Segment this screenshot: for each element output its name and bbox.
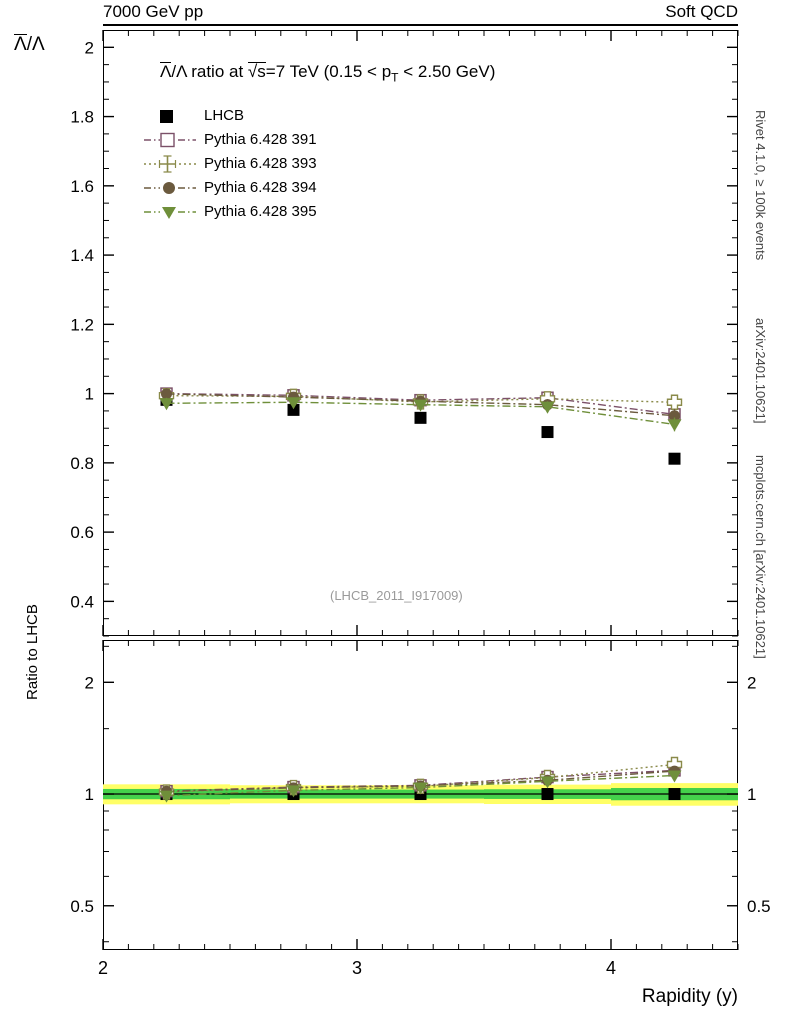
y-tick-label-ratio: 0.5 <box>70 896 94 916</box>
y-tick-label-main: 1.2 <box>70 315 94 335</box>
header-right: Soft QCD <box>665 2 738 21</box>
ratio-point-0-4 <box>669 788 681 800</box>
data-point-4-4 <box>668 419 682 431</box>
y-tick-label-main: 1 <box>84 384 94 404</box>
side-label-mcplots: mcplots.cern.ch [arXiv:2401.10621] <box>753 455 768 659</box>
legend-label: Pythia 6.428 395 <box>204 203 317 220</box>
legend-label: Pythia 6.428 393 <box>204 155 317 172</box>
legend-label: LHCB <box>204 107 245 124</box>
plot-title: Λ/Λ ratio at √s=7 TeV ($0.15 < p_T < 2.50$ GeV) <box>160 62 496 85</box>
y-tick-label-main: 0.6 <box>70 523 94 543</box>
y-tick-label-main: 1.4 <box>70 246 94 266</box>
side-label-arxiv: arXiv:2401.10621] <box>753 318 768 424</box>
y-tick-label-main: 1.6 <box>70 176 94 196</box>
x-tick-label: 4 <box>605 958 617 978</box>
side-label-rivet: Rivet 4.1.0, ≥ 100k events <box>753 110 768 261</box>
y-tick-label-main: 0.8 <box>70 453 94 473</box>
x-tick-label: 3 <box>351 958 363 978</box>
y-tick-label-ratio: 1 <box>84 785 94 805</box>
y-tick-label-ratio: 2 <box>84 673 94 693</box>
legend-label: Pythia 6.428 394 <box>204 179 317 196</box>
header-left: 7000 GeV pp <box>103 2 204 21</box>
y-axis-title-ratio: Ratio to LHCB <box>24 604 41 700</box>
dataset-watermark: (LHCB_2011_I917009) <box>330 588 463 603</box>
data-point-0-2 <box>415 412 427 424</box>
legend-label: Pythia 6.428 391 <box>204 131 317 148</box>
y-tick-label-ratio-right: 2 <box>747 673 757 693</box>
x-tick-label: 2 <box>97 958 109 978</box>
data-point-2-4 <box>668 395 682 409</box>
data-point-0-4 <box>669 453 681 465</box>
data-point-0-3 <box>542 426 554 438</box>
y-tick-label-main: 1.8 <box>70 107 94 127</box>
y-axis-title-main: Λ/Λ <box>14 34 45 55</box>
x-axis-title: Rapidity (y) <box>641 986 738 1007</box>
ratio-point-0-3 <box>542 788 554 800</box>
y-tick-label-main: 0.4 <box>70 592 94 612</box>
y-tick-label-ratio-right: 0.5 <box>747 896 771 916</box>
y-tick-label-ratio-right: 1 <box>747 785 757 805</box>
y-tick-label-main: 2 <box>84 38 94 58</box>
